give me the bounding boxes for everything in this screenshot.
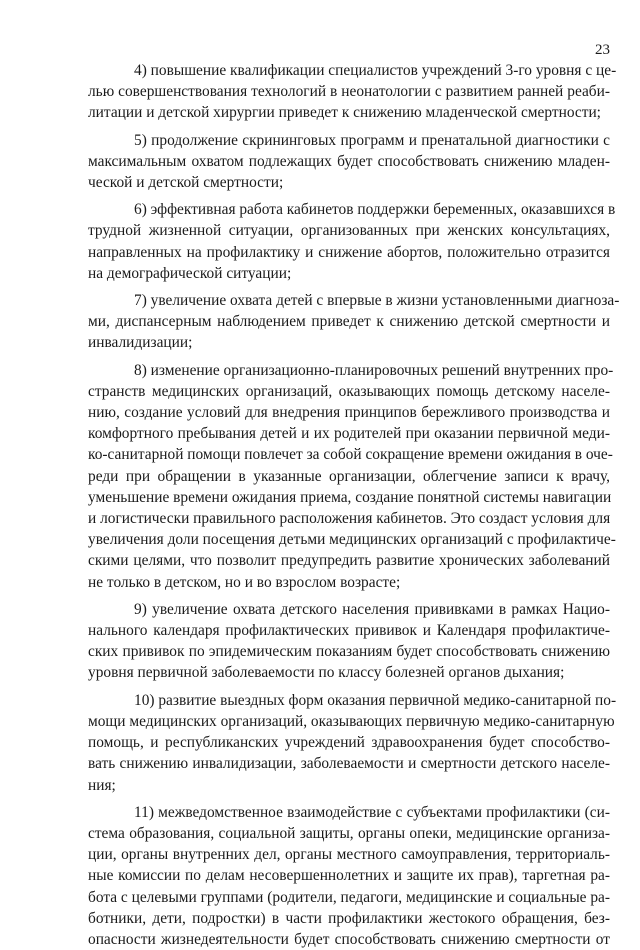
text-line: 5) продолжение скрининговых программ и пренатальной диагностики с: [134, 131, 610, 149]
text-line: уменьшение времени ожидания приема, создание понятной системы навигации: [88, 488, 612, 506]
text-line: ских прививок по эпидемическим показаниям будет способствовать снижению: [88, 643, 610, 661]
paragraph: [88, 199, 616, 284]
text-line: странств медицинских организаций, оказывающих помощь детскому населе-: [88, 382, 610, 400]
text-line: опасности жизнедеятельности будет способствовать снижению смертности от: [88, 930, 610, 948]
text-line: комфортного пребывания детей и их родителей при оказании первичной меди-: [88, 425, 610, 443]
text-line: 9) увеличение охвата детского населения прививками в рамках Нацио-: [134, 600, 610, 618]
document-body: [88, 60, 620, 950]
text-line: ко-санитарной помощи повлечет за собой сокращение времени ожидания в оче-: [88, 446, 613, 464]
text-line: мощи медицинских организаций, оказывающих первичную медико-санитарную: [88, 712, 615, 730]
text-line: 10) развитие выездных форм оказания первичной медико-санитарной по-: [134, 691, 617, 709]
text-line: скими целями, что позволит предупредить развитие хронических заболеваний: [88, 552, 610, 570]
text-line: ми, диспансерным наблюдением приведет к снижению детской смертности и: [88, 313, 610, 331]
text-line: уровня первичной заболеваемости по классу болезней органов дыхания;: [88, 664, 565, 682]
text-line: и логистически правильного расположения кабинетов. Это создаст условия для: [88, 510, 611, 528]
paragraph: [88, 290, 620, 354]
text-line: максимальным охватом подлежащих будет способствовать снижению младен-: [88, 152, 610, 170]
paragraph: [88, 802, 610, 950]
text-line: помощь, и республиканских учреждений здравоохранения будет способство-: [88, 734, 610, 752]
text-line: 4) повышение квалификации специалистов учреждений 3-го уровня с це-: [134, 62, 617, 79]
page-number: 23: [595, 42, 610, 58]
text-line: нию, создание условий для внедрения принципов бережливого производства и: [88, 404, 610, 422]
text-line: ции, органы внутренних дел, органы местного самоуправления, территориаль-: [88, 846, 610, 864]
text-line: нального календаря профилактических прививок и Календаря профилактиче-: [88, 622, 610, 640]
text-line: трудной жизненной ситуации, организованных при женских консультациях,: [88, 222, 610, 240]
text-line: направленных на профилактику и снижение абортов, положительно отразится: [88, 243, 610, 261]
paragraph: [88, 599, 610, 684]
text-line: не только в детском, но и во взрослом возрасте;: [88, 573, 401, 591]
text-line: на демографической ситуации;: [88, 264, 292, 282]
paragraph: [88, 360, 616, 593]
text-line: 11) межведомственное взаимодействие с субъектами профилактики (си-: [134, 803, 610, 821]
text-line: ческой и детской смертности;: [88, 174, 284, 192]
text-line: 6) эффективная работа кабинетов поддержки беременных, оказавшихся в: [134, 201, 616, 219]
text-line: ные комиссии по делам несовершеннолетних и защите их прав), таргетная ра-: [88, 867, 610, 885]
paragraph: [88, 130, 610, 194]
text-line: увеличения доли посещения детьми медицинских организаций с профилактиче-: [88, 531, 616, 549]
text-line: лью совершенствования технологий в неонатологии с развитием ранней реаби-: [88, 83, 610, 101]
text-line: ботники, дети, подростки) в части профилактики жестокого обращения, без-: [88, 909, 610, 927]
text-line: вать снижению инвалидизации, заболеваемости и смертности детского населе-: [88, 755, 610, 773]
text-line: стема образования, социальной защиты, органы опеки, медицинские организа-: [88, 824, 610, 842]
text-line: литации и детской хирургии приведет к снижению младенческой смертности;: [88, 104, 601, 122]
paragraph: [88, 690, 617, 796]
text-line: 8) изменение организационно-планировочных решений внутренних про-: [134, 361, 614, 379]
text-line: 7) увеличение охвата детей с впервые в жизни установленными диагноза-: [134, 292, 620, 310]
text-line: бота с целевыми группами (родители, педагоги, медицинские и социальные ра-: [88, 888, 610, 906]
text-line: ния;: [88, 776, 116, 794]
paragraph: [88, 60, 617, 124]
text-line: реди при обращении в указанные организации, облегчение записи к врачу,: [88, 467, 610, 485]
text-line: инвалидизации;: [88, 334, 193, 352]
